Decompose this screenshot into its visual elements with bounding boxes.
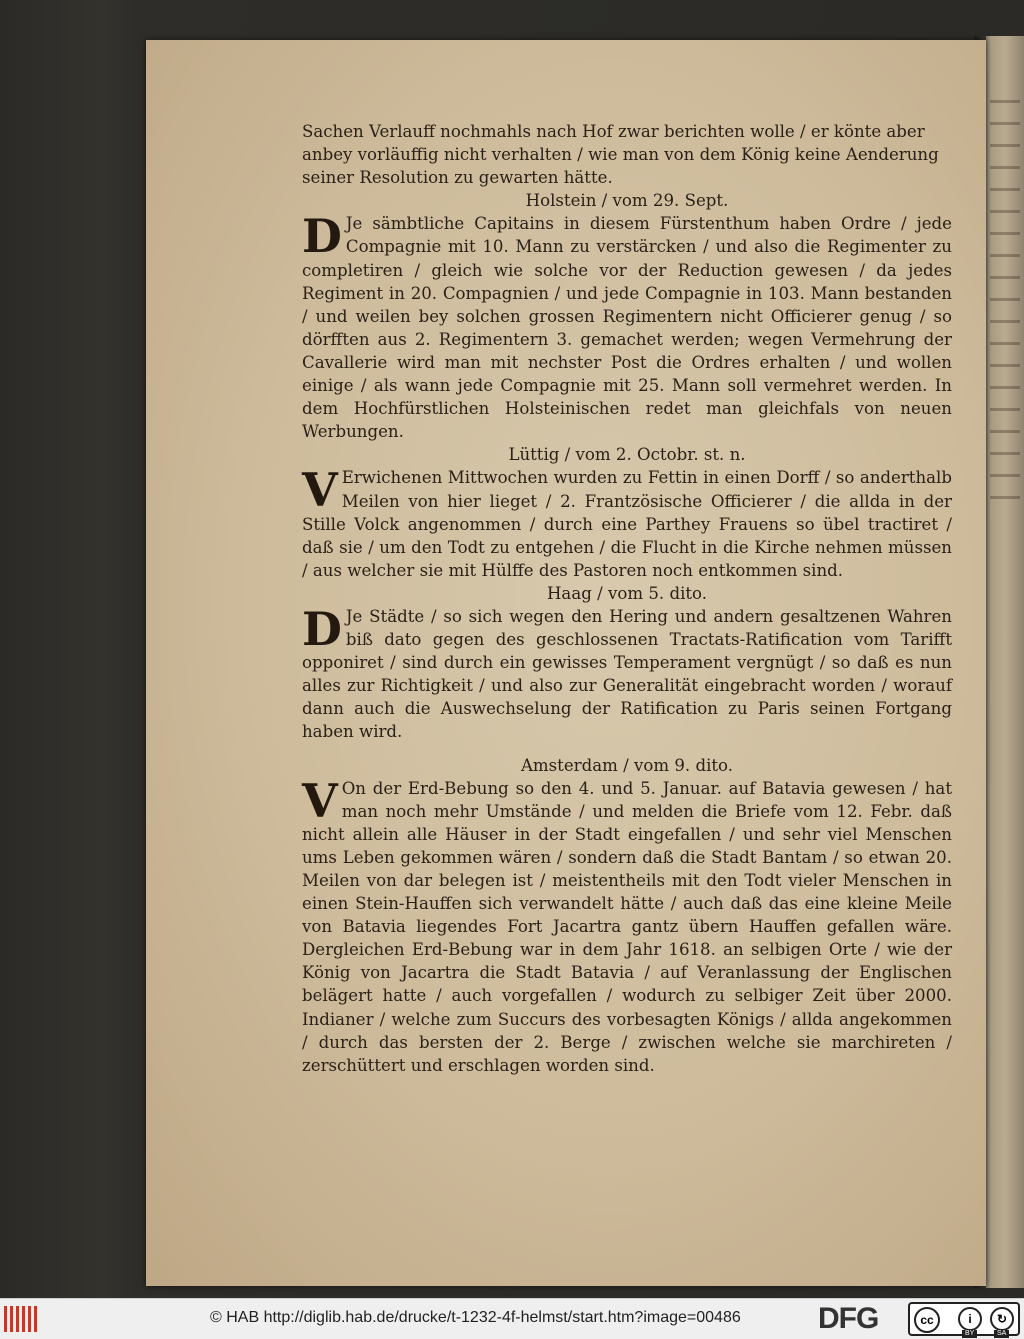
- intro-line-3: seiner Resolution zu gewarten hätte.: [302, 168, 613, 188]
- document-text: [302, 120, 952, 1077]
- sa-label: SA: [994, 1330, 1009, 1338]
- section-heading-amsterdam: Amsterdam / vom 9. dito.: [520, 755, 734, 775]
- hab-logo-icon: [4, 1306, 38, 1332]
- intro-line-2: anbey vorläuffig nicht verhalten / wie man von dem König keine Aenderung: [302, 145, 939, 165]
- section-heading-luettig: Lüttig / vom 2. Octobr. st. n.: [508, 445, 746, 465]
- drop-initial: V: [302, 773, 338, 828]
- cc-icon: cc: [914, 1307, 940, 1333]
- footer-bar: [0, 1298, 1024, 1339]
- section-text: Je sämbtliche Capitains in diesem Fürstenthum haben Ordre / jede Compagnie mit 10. Mann zu verstärcken / und also die Regimenter zu completiren / gleich wie solche vor der Reduction gewesen / da jedes Regiment in 20. Compagnien / und jede Compagnie in 103. Mann bestanden / und weilen bey solchen grossen Regimentern nicht Officierer genug / so dörfften aus 2. Regimentern 3. gemachet werden; wegen Vermehrung der Cavallerie wird man mit nechster Post die Ordres erhalten / und wollen einige / als wann jede Compagnie mit 25. Mann soll vermehret werden. In dem Hochfürstlichen Holsteinischen redet man gleichfals von neuen Werbungen.: [302, 214, 952, 442]
- section-body-haag: [302, 601, 952, 744]
- section-text: On der Erd-Bebung so den 4. und 5. Januar. auf Batavia gewesen / hat man noch mehr Umstände / und melden die Briefe vom 12. Febr. daß nicht allein alle Häuser in der Stadt eingefallen / und sehr viel Menschen ums Leben gekommen wären / sondern daß die Stadt Bantam / so etwan 20. Meilen von dar belegen ist / meistentheils mit den Todt vieler Menschen in einen Stein-Hauffen sich verwandelt hätte / auch daß das eine kleine Meile von Batavia liegendes Fort Jacartra gantz übern Hauffen gefallen wäre. Dergleichen Erd-Bebung war in dem Jahr 1618. an selbigen Orte / wie der König von Jacartra die Stadt Batavia / auf Veranlassung der Englischen belägert hatte / auch vorgefallen / wodurch zu selbiger Zeit über 2000. Indianer / welche zum Succurs des vorbesagten Königs / allda angekommen / durch das bersten der 2. Berge / zwischen welche sie marchireten / zerschüttert und erschlagen worden sind.: [302, 778, 952, 1075]
- section-text: Erwichenen Mittwochen wurden zu Fettin in einen Dorff / so anderthalb Meilen von hier lieget / 2. Frantzösische Officierer / die allda in der Stille Volck angenommen / durch eine Parthey Frauens so übel tractiret / daß sie / um den Todt zu entgehen / die Flucht in die Kirche nehmen müssen / aus welcher sie mit Hülffe des Pastoren noch entkommen sind.: [302, 468, 952, 580]
- by-label: BY: [962, 1330, 977, 1338]
- by-icon: i: [958, 1307, 982, 1331]
- section-heading-holstein: Holstein / vom 29. Sept.: [525, 191, 729, 211]
- sa-icon: ↻: [990, 1307, 1014, 1331]
- cc-license-badge[interactable]: [908, 1302, 1020, 1336]
- intro-line-1: Sachen Verlauff nochmahls nach Hof zwar berichten wolle / er könte aber: [302, 122, 925, 141]
- source-credit-link[interactable]: © HAB http://diglib.hab.de/drucke/t-1232-4f-helmst/start.htm?image=00486: [210, 1309, 741, 1326]
- section-body-luettig: [302, 463, 952, 581]
- section-heading-haag: Haag / vom 5. dito.: [546, 583, 708, 603]
- facing-page-bleed-text: [990, 100, 1020, 500]
- drop-initial: D: [302, 601, 342, 656]
- section-text: Je Städte / so sich wegen den Hering und andern gesaltzenen Wahren biß dato gegen des geschlossenen Tractats-Ratification vom Tarifft opponiret / sind durch ein gewisses Temperament vergnügt / so daß es nun alles zur Richtigkeit / und also zur Generalität eingebracht worden / worauf dann auch die Auswechselung der Ratification zu Paris seinen Fortgang haben wird.: [302, 606, 952, 742]
- section-body-amsterdam: [302, 773, 952, 1077]
- dfg-logo: DFG: [818, 1302, 879, 1335]
- drop-initial: D: [302, 209, 342, 264]
- drop-initial: V: [302, 463, 338, 518]
- section-body-holstein: [302, 209, 952, 443]
